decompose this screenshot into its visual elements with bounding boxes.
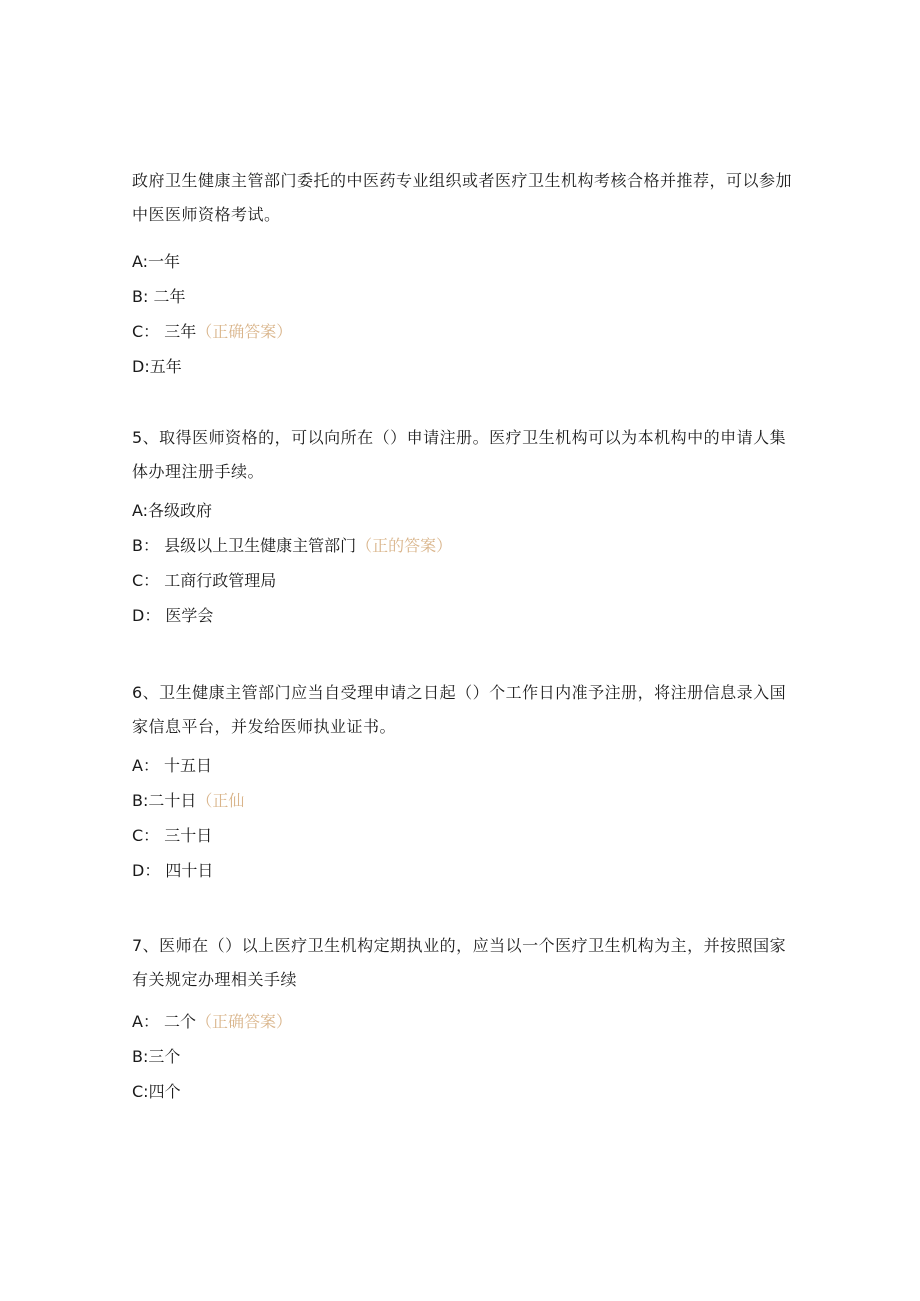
question-text: 7、医师在（）以上医疗卫生机构定期执业的，应当以一个医疗卫生机构为主，并按照国家有关规定办理相关手续 [132,936,787,989]
option-a [132,1012,792,1047]
option-label: C:四个 [132,1082,181,1101]
option-b [132,536,792,571]
option-label: D： 医学会 [132,606,214,625]
option-label: C： 三十日 [132,826,213,845]
option-d [132,357,792,392]
answer-mark: （正确答案） [196,322,293,341]
option-label: A:各级政府 [132,501,213,520]
option-b [132,287,792,322]
option-b [132,791,792,826]
option-label: B： 县级以上卫生健康主管部门 [132,536,357,555]
option-label: C： 三年 [132,322,197,341]
options-list [132,756,792,896]
option-c [132,322,792,357]
option-a [132,252,792,287]
options-list [132,501,792,641]
option-c [132,826,792,861]
option-label: D:五年 [132,357,182,376]
option-label: C： 工商行政管理局 [132,571,277,590]
option-label: A： 二个 [132,1012,197,1031]
answer-mark: （正确答案） [196,1012,293,1031]
option-a [132,501,792,536]
option-a [132,756,792,791]
options-list [132,252,792,392]
question-block [132,164,792,232]
question-block [132,676,792,744]
option-d [132,861,792,896]
option-c [132,571,792,606]
question-block [132,929,792,997]
option-c [132,1082,792,1117]
option-label: A： 十五日 [132,756,213,775]
option-label: B: 二年 [132,287,186,306]
question-text: 5、取得医师资格的，可以向所在（）申请注册。医疗卫生机构可以为本机构中的申请人集体办理注册手续。 [132,428,787,481]
options-list [132,1012,792,1117]
option-label: D： 四十日 [132,861,214,880]
option-d [132,606,792,641]
option-b [132,1047,792,1082]
option-label: B:二十日 [132,791,197,810]
option-label: A:一年 [132,252,181,271]
option-label: B:三个 [132,1047,181,1066]
answer-mark: （正的答案） [356,536,453,555]
question-block [132,421,792,489]
answer-mark: （正仙 [196,791,245,810]
question-text: 政府卫生健康主管部门委托的中医药专业组织或者医疗卫生机构考核合格并推荐，可以参加中医医师资格考试。 [132,171,793,224]
question-text: 6、卫生健康主管部门应当自受理申请之日起（）个工作日内准予注册，将注册信息录入国家信息平台，并发给医师执业证书。 [132,683,787,736]
